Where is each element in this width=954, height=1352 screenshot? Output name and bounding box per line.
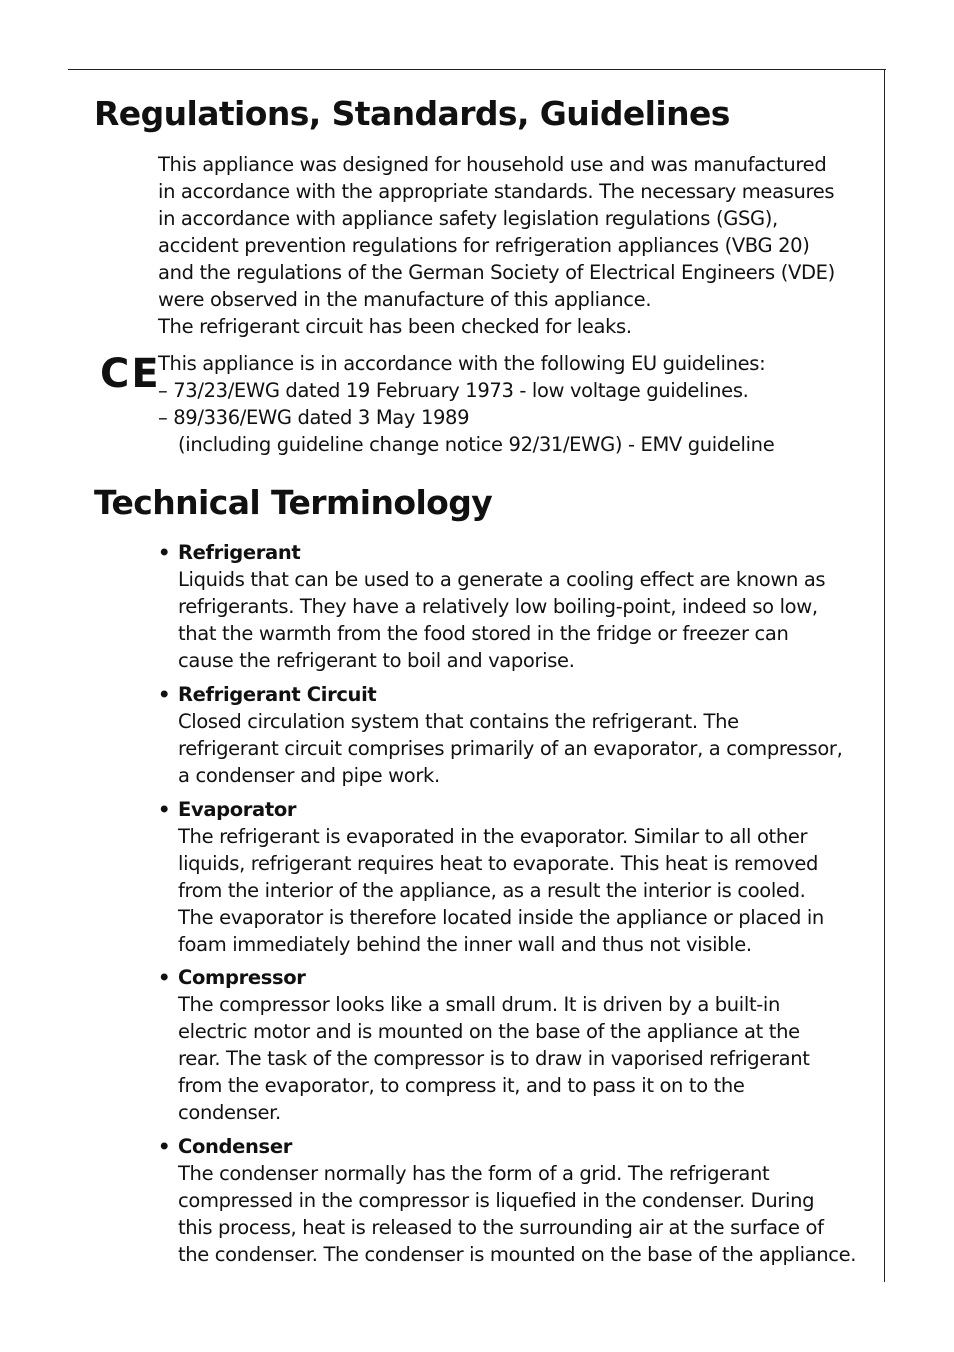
definition-line: foam immediately behind the inner wall and thus not visible.: [178, 933, 752, 956]
definition-line: electric motor and is mounted on the base of the appliance at the: [178, 1020, 800, 1043]
definition-line: The evaporator is therefore located inside the appliance or placed in: [178, 906, 824, 929]
regulations-paragraph: [158, 151, 835, 340]
definition-line: from the interior of the appliance, as a result the interior is cooled.: [178, 879, 806, 902]
bullet-icon: •: [158, 966, 171, 989]
term-evaporator: [158, 796, 824, 958]
term-refrigerant: [158, 539, 825, 674]
definition-line: this process, heat is released to the surrounding air at the surface of: [178, 1216, 824, 1239]
eu-guidelines-intro: This appliance is in accordance with the following EU guidelines:: [158, 352, 766, 375]
definition-line: The compressor looks like a small drum. It is driven by a built-in: [178, 993, 781, 1016]
definition-line: from the evaporator, to compress it, and to pass it on to the: [178, 1074, 745, 1097]
paragraph-line: The refrigerant circuit has been checked for leaks.: [158, 315, 632, 338]
paragraph-line: This appliance was designed for household use and was manufactured: [158, 153, 827, 176]
page-right-rule: [884, 69, 885, 1282]
paragraph-line: in accordance with appliance safety legislation regulations (GSG),: [158, 207, 778, 230]
page-top-rule: [68, 69, 886, 70]
eu-guidelines-paragraph: [158, 350, 774, 458]
definition-line: a condenser and pipe work.: [178, 764, 440, 787]
paragraph-line: were observed in the manufacture of this appliance.: [158, 288, 652, 311]
term-title: Evaporator: [178, 798, 297, 821]
paragraph-line: and the regulations of the German Society of Electrical Engineers (VDE): [158, 261, 835, 284]
term-definition: [158, 823, 824, 958]
bullet-icon: •: [158, 798, 171, 821]
definition-line: cause the refrigerant to boil and vaporise.: [178, 649, 575, 672]
term-title: Refrigerant Circuit: [178, 683, 377, 706]
term-title: Compressor: [178, 966, 306, 989]
ce-mark-icon: CE: [100, 351, 161, 397]
definition-line: The refrigerant is evaporated in the evaporator. Similar to all other: [178, 825, 808, 848]
definition-line: the condenser. The condenser is mounted on the base of the appliance.: [178, 1243, 857, 1266]
definition-line: The condenser normally has the form of a grid. The refrigerant: [178, 1162, 770, 1185]
eu-guideline-item: – 73/23/EWG dated 19 February 1973 - low voltage guidelines.: [158, 379, 749, 402]
term-definition: [158, 991, 810, 1126]
paragraph-line: accident prevention regulations for refrigeration appliances (VBG 20): [158, 234, 810, 257]
term-definition: [158, 566, 825, 674]
definition-line: Liquids that can be used to a generate a cooling effect are known as: [178, 568, 826, 591]
term-definition: [158, 1160, 856, 1268]
definition-line: refrigerants. They have a relatively low boiling-point, indeed so low,: [178, 595, 818, 618]
definition-line: compressed in the compressor is liquefied in the condenser. During: [178, 1189, 815, 1212]
term-definition: [158, 708, 842, 789]
eu-guideline-item-continued: (including guideline change notice 92/31/EWG) - EMV guideline: [178, 433, 775, 456]
terminology-heading: Technical Terminology: [94, 483, 493, 522]
definition-line: rear. The task of the compressor is to draw in vaporised refrigerant: [178, 1047, 810, 1070]
bullet-icon: •: [158, 1135, 171, 1158]
definition-line: refrigerant circuit comprises primarily of an evaporator, a compressor,: [178, 737, 843, 760]
bullet-icon: •: [158, 683, 171, 706]
definition-line: that the warmth from the food stored in the fridge or freezer can: [178, 622, 789, 645]
definition-line: condenser.: [178, 1101, 281, 1124]
definition-line: Closed circulation system that contains the refrigerant. The: [178, 710, 739, 733]
eu-guideline-item: – 89/336/EWG dated 3 May 1989: [158, 406, 470, 429]
bullet-icon: •: [158, 541, 171, 564]
term-title: Refrigerant: [178, 541, 301, 564]
definition-line: liquids, refrigerant requires heat to evaporate. This heat is removed: [178, 852, 819, 875]
regulations-heading: Regulations, Standards, Guidelines: [94, 94, 730, 133]
term-condenser: [158, 1133, 856, 1268]
paragraph-line: in accordance with the appropriate standards. The necessary measures: [158, 180, 835, 203]
term-title: Condenser: [178, 1135, 292, 1158]
term-compressor: [158, 964, 810, 1126]
term-refrigerant-circuit: [158, 681, 842, 789]
